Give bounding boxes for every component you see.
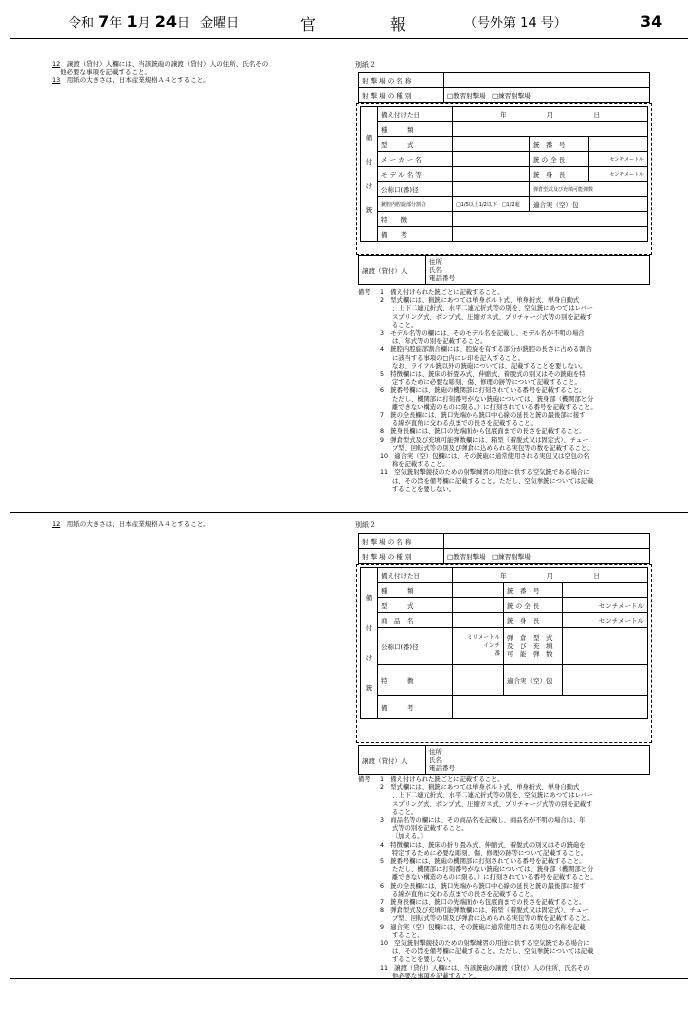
upper-attachment-label: 別紙２ bbox=[355, 61, 376, 69]
caliber-label: 公称口(番)径 bbox=[378, 628, 453, 665]
total-length-unit: センチメートル bbox=[563, 598, 648, 613]
remark-line: ただし、機関部に打刻番号がない銃砲については、銃身部（機関部と分 bbox=[392, 866, 594, 874]
bottom-rule bbox=[10, 978, 688, 979]
date-value bbox=[453, 107, 648, 122]
remark-line: 〔加える。〕 bbox=[392, 833, 427, 841]
fit-ammo-label: 適合実（空）包 bbox=[504, 665, 563, 696]
remark-line: 8 弾倉型式及び充填可能弾数欄には、箱型（着脱式又は固定式）、チュー bbox=[380, 907, 589, 915]
remark-line: することを要しない。 bbox=[392, 485, 455, 493]
remark-line: 7 銃身長欄には、銃口の先端面から包底面までの長さを記載すること。 bbox=[380, 899, 586, 907]
barrel-length-unit: センチメートル bbox=[563, 613, 648, 628]
ammo-label: 弾倉型式及び充填可能弾数 bbox=[530, 182, 648, 197]
unit-ban: 番 bbox=[494, 651, 500, 657]
range-name-label: 射 撃 場 の 名 称 bbox=[359, 73, 444, 88]
remarks-heading: 備考 bbox=[358, 289, 371, 296]
remark-line: は、その旨を備考欄に記載すること。ただし、空気拳銃については記載 bbox=[392, 948, 594, 956]
ammo-cell bbox=[563, 628, 648, 665]
lower-remarks bbox=[358, 776, 597, 981]
lower-form-top bbox=[358, 533, 650, 564]
date-month: 1 bbox=[126, 12, 138, 31]
caliber-label: 公称口(番)径 bbox=[378, 182, 453, 197]
date-value bbox=[453, 568, 648, 583]
remark-line: 5 銃番号欄には、銃砲の機関部に打刻されている番号を記載すること。 bbox=[380, 858, 586, 866]
upper-transferor-table bbox=[358, 255, 650, 285]
remark-line: すること。 bbox=[392, 931, 424, 939]
issue-date bbox=[68, 12, 239, 31]
maker-cell bbox=[453, 152, 530, 167]
product-label: 商 品 名 bbox=[378, 613, 453, 628]
transferor-label: 譲渡（貸付）人 bbox=[359, 256, 426, 285]
section-divider bbox=[10, 512, 688, 513]
remark-line: なお、ライフル銃以外の銃砲については、記載することを要しない。 bbox=[392, 362, 587, 370]
product-cell bbox=[453, 613, 504, 628]
side-char: 銃 bbox=[365, 206, 373, 214]
note-number: 12 bbox=[52, 60, 61, 68]
remark-line: 6 銃の全長欄には、銃口先端から銃口中心線の延長と銃の最後部に接す bbox=[380, 882, 586, 890]
kind-cell bbox=[453, 583, 504, 598]
serial-cell bbox=[589, 137, 648, 152]
range-name-label: 射 撃 場 の 名 称 bbox=[359, 534, 444, 549]
date-year-unit: 年 bbox=[109, 16, 123, 31]
feature-label: 特 徴 bbox=[378, 665, 453, 696]
remark-line: 、上下二連元折式、水平二連元折式等の別を、空気銃にあつてはレバー bbox=[392, 792, 594, 800]
date-label: 備え付けた日 bbox=[378, 568, 453, 583]
kind-label: 種 類 bbox=[378, 583, 453, 598]
side-char: 備 bbox=[365, 594, 373, 602]
kind-label: 種 類 bbox=[378, 122, 453, 137]
date-era: 令和 bbox=[68, 16, 95, 31]
barrel-length-label: 銃 身 長 bbox=[530, 167, 589, 182]
upper-gun-table bbox=[360, 106, 648, 242]
model-name-label: モ デ ル 名 等 bbox=[378, 167, 453, 182]
side-char: 銃 bbox=[365, 684, 373, 692]
serial-cell bbox=[563, 583, 648, 598]
total-length-label: 銃 の 全 長 bbox=[530, 152, 589, 167]
feature-label: 特 徴 bbox=[378, 212, 453, 227]
remark-line: ブ型、回転式等の別及び弾倉に込められる実包等の数を記載すること。 bbox=[392, 915, 594, 923]
barrel-length-label: 銃 身 長 bbox=[504, 613, 563, 628]
remark-line: は、年式等の別を記載すること。 bbox=[392, 338, 487, 346]
remark-line: 称を記載すること。 bbox=[392, 461, 449, 469]
remark-line: 他必要な事項を記載すること。 bbox=[392, 972, 481, 980]
left-note-item bbox=[52, 520, 210, 528]
lower-left-notes bbox=[52, 520, 210, 528]
feature-cell bbox=[453, 212, 648, 227]
side-char: け bbox=[365, 654, 373, 662]
remark-line: ること。 bbox=[392, 808, 418, 816]
remark-line: 10 空気銃射撃競技のための射撃練習の用途に供する空気銃である場合に bbox=[380, 940, 590, 948]
address-field: 住所 bbox=[429, 258, 442, 266]
date-day-mark: 日 bbox=[593, 571, 600, 580]
remark-line: 3 モデル名等の欄には、そのモデル名を記載し、モデル名が不明の場合 bbox=[380, 330, 585, 338]
date-day: 24 bbox=[154, 12, 178, 31]
date-day-unit: 日 bbox=[177, 16, 191, 31]
range-type-label: 射 撃 場 の 種 別 bbox=[359, 88, 444, 103]
remark-line: 11 譲渡（貸付）人欄には、当該銃砲の譲渡（貸付）人の住所、氏名その bbox=[380, 964, 590, 972]
date-month-mark: 月 bbox=[546, 110, 554, 119]
address-field: 住所 bbox=[429, 748, 442, 756]
rifling-value: □1/5以上1/2以下 □1/2超 bbox=[453, 197, 530, 212]
remark-line: ただし、機関部に打刻番号がない銃砲については、銃身部（機関部と分 bbox=[392, 395, 594, 403]
remark-line: に該当する事項の□内にレ印を記入すること。 bbox=[392, 354, 524, 362]
ammo-line: 及 び 充 填 bbox=[507, 642, 553, 650]
remark-line: 式等の別を記載すること。 bbox=[392, 825, 468, 833]
remark-line: 離できない構造のものに限る。）に打刻されている番号を記載すること。 bbox=[392, 403, 597, 411]
upper-left-notes bbox=[52, 60, 268, 84]
model-label: 型 式 bbox=[378, 598, 453, 613]
upper-remarks bbox=[358, 289, 597, 494]
remark-line: る線が直角に交わる点までの長さを記載すること。 bbox=[392, 890, 537, 898]
remark-line: 11 空気銃射撃競技のための射撃練習の用途に供する空気銃である場合に bbox=[380, 469, 590, 477]
remark-line: 3 商品名等の欄には、その商品名を記載し、商品名が不明の場合は、年 bbox=[380, 817, 586, 825]
serial-label: 銃 番 号 bbox=[504, 583, 563, 598]
remark-line: 7 銃の全長欄には、銃口先端から銃口中心線の延長と銃の最後部に接す bbox=[380, 412, 586, 420]
remark-line: 1 備え付けられた銃ごとに記載すること。 bbox=[380, 289, 504, 296]
remark-line: スプリング式、ポンプ式、圧縮ガス式、プリチャージ式等の別を記載す bbox=[392, 313, 593, 321]
gazette-title-a: 官 bbox=[300, 15, 317, 34]
remark-line: 8 銃身長欄には、銃口の先端面から包底面までの長さを記載すること。 bbox=[380, 428, 586, 436]
remark-line: 9 弾倉型式及び充填可能弾数欄には、箱型（着脱式又は固定式）、チュー bbox=[380, 436, 589, 444]
left-note-item bbox=[52, 60, 268, 68]
lower-transferor-table bbox=[358, 745, 650, 775]
total-length-label: 銃 の 全 長 bbox=[504, 598, 563, 613]
phone-field: 電話番号 bbox=[429, 274, 455, 282]
transferor-fields bbox=[426, 746, 650, 775]
note-cell bbox=[453, 696, 648, 719]
note-cell bbox=[453, 227, 648, 242]
note-text: 用紙の大きさは、日本産業規格Ａ４とすること。 bbox=[66, 520, 210, 528]
remark-line: 定するために必要な彫刻、傷、修理の跡等について記載すること。 bbox=[392, 379, 581, 387]
remark-line: 4 銃腔内腔旋部割合欄には、腔旋を有する部分が銃腔の長さに占める割合 bbox=[380, 346, 592, 354]
remark-line: することを要しない。 bbox=[392, 956, 455, 964]
barrel-length-unit: センチメートル bbox=[589, 167, 648, 182]
side-label bbox=[361, 568, 378, 719]
range-type-value: □教習射撃場 □練習射撃場 bbox=[444, 88, 650, 103]
note-number: 12 bbox=[52, 520, 61, 528]
date-day-mark: 日 bbox=[593, 110, 600, 119]
feature-cell bbox=[453, 665, 504, 696]
note-label: 備 考 bbox=[378, 696, 453, 719]
side-char: け bbox=[365, 182, 373, 190]
remark-line: 4 特徴欄には、銃床の折り畳み式、伸縮式、着脱式の別又はその銃砲を bbox=[380, 841, 586, 849]
note-number: 13 bbox=[52, 76, 61, 84]
model-cell bbox=[453, 598, 504, 613]
left-note-item bbox=[52, 76, 268, 84]
range-type-value: □教習射撃場 □練習射撃場 bbox=[444, 549, 650, 564]
page-number: 34 bbox=[640, 12, 663, 31]
kind-cell bbox=[453, 122, 648, 137]
fit-ammo-label: 適合実（空）包 bbox=[530, 197, 648, 212]
date-month-mark: 月 bbox=[546, 571, 554, 580]
name-field: 氏名 bbox=[429, 756, 442, 764]
caliber-units bbox=[453, 628, 504, 665]
caliber-cell bbox=[453, 182, 530, 197]
transferor-label: 譲渡（貸付）人 bbox=[359, 746, 426, 775]
note-text: 用紙の大きさは、日本産業規格Ａ４とすること。 bbox=[66, 76, 210, 84]
name-field: 氏名 bbox=[429, 266, 442, 274]
remark-line: る線が直角に交わる点までの長さを記載すること。 bbox=[392, 420, 537, 428]
maker-label: メ ー カ ー 名 bbox=[378, 152, 453, 167]
remark-line: 、上下二連元折式、水平二連元折式等の別を、空気銃にあつてはレバー bbox=[392, 305, 594, 313]
side-char: 付 bbox=[365, 158, 373, 166]
remark-line: 2 型式欄には、猟銃にあつては単身ボルト式、単身折式、単身自動式 bbox=[380, 297, 580, 305]
gazette-title-b: 報 bbox=[390, 15, 407, 34]
remark-line: 特定するために必要な彫刻、傷、修理の跡等について記載すること。 bbox=[392, 849, 588, 857]
range-name-cell bbox=[444, 73, 650, 88]
date-year: 7 bbox=[98, 12, 110, 31]
remark-line: スプリング式、ポンプ式、圧縮ガス式、プリチャージ式等の別を記載す bbox=[392, 800, 593, 808]
remarks-list bbox=[358, 289, 597, 494]
lower-gun-table bbox=[360, 567, 648, 719]
model-name-cell bbox=[453, 167, 530, 182]
note-label: 備 考 bbox=[378, 227, 453, 242]
date-month-unit: 月 bbox=[137, 16, 151, 31]
remark-line: 10 適合実（空）包欄には、その銃砲に通常使用される実包又は空包の名 bbox=[380, 453, 590, 461]
lower-attachment-label: 別紙２ bbox=[355, 521, 376, 529]
ammo-label bbox=[504, 628, 563, 665]
page-header bbox=[0, 0, 698, 36]
side-char: 付 bbox=[365, 624, 373, 632]
issue-number: （号外第 14 号） bbox=[464, 16, 567, 31]
remark-line: は、その旨を備考欄に記載すること。ただし、空気拳銃については記載 bbox=[392, 477, 594, 485]
range-name-cell bbox=[444, 534, 650, 549]
model-cell bbox=[453, 137, 530, 152]
remark-line: 6 銃番号欄には、銃砲の機関部に打刻されている番号を記載すること。 bbox=[380, 387, 586, 395]
remarks-heading: 備考 bbox=[358, 776, 371, 783]
fit-ammo-cell bbox=[563, 665, 648, 696]
date-year-mark: 年 bbox=[500, 571, 507, 580]
remark-line: 1 備え付けられた銃ごとに記載すること。 bbox=[380, 776, 504, 783]
serial-label: 銃 番 号 bbox=[530, 137, 589, 152]
unit-mm: ミリメートル bbox=[467, 635, 500, 641]
total-length-unit: センチメートル bbox=[589, 152, 648, 167]
unit-inch: インチ bbox=[483, 643, 500, 649]
date-year-mark: 年 bbox=[500, 110, 507, 119]
remarks-list bbox=[358, 776, 597, 981]
phone-field: 電話番号 bbox=[429, 764, 455, 772]
date-weekday: 金曜日 bbox=[200, 16, 240, 31]
rifling-label: 銃腔内腔旋部分割合 bbox=[378, 197, 453, 212]
model-label: 型 式 bbox=[378, 137, 453, 152]
side-label bbox=[361, 107, 378, 242]
remark-line: 9 適合実（空）包欄には、その銃砲に通常使用される実包の名称を記載 bbox=[380, 923, 586, 931]
ammo-line: 弾 倉 型 式 bbox=[507, 634, 553, 642]
ammo-line: 可 能 弾 数 bbox=[507, 650, 553, 658]
remark-line: ブ型、回転式等の別及び弾倉に込められる実包等の数を記載すること。 bbox=[392, 444, 594, 452]
remark-line: 離できない構造のものに限る。）に打刻されている番号を記載すること。 bbox=[392, 874, 597, 882]
side-char: 備 bbox=[365, 134, 373, 142]
upper-form-top bbox=[358, 72, 650, 103]
header-rule bbox=[10, 38, 688, 39]
remark-line: 5 特徴欄には、銃床の折畳み式、伸縮式、着脱式の別又はその銃砲を特 bbox=[380, 371, 586, 379]
note-text: 譲渡（貸付）人欄には、当該銃砲の譲渡（貸付）人の住所、氏名その bbox=[66, 60, 269, 68]
transferor-fields bbox=[426, 256, 650, 285]
remark-line: ること。 bbox=[392, 321, 418, 329]
range-type-label: 射 撃 場 の 種 別 bbox=[359, 549, 444, 564]
left-note-item bbox=[52, 68, 268, 76]
remark-line: 2 型式欄には、猟銃にあつては単身ボルト式、単身折式、単身自動式 bbox=[380, 784, 580, 792]
note-text: 他必要な事項を記載すること。 bbox=[60, 68, 151, 76]
date-label: 備え付けた日 bbox=[378, 107, 453, 122]
